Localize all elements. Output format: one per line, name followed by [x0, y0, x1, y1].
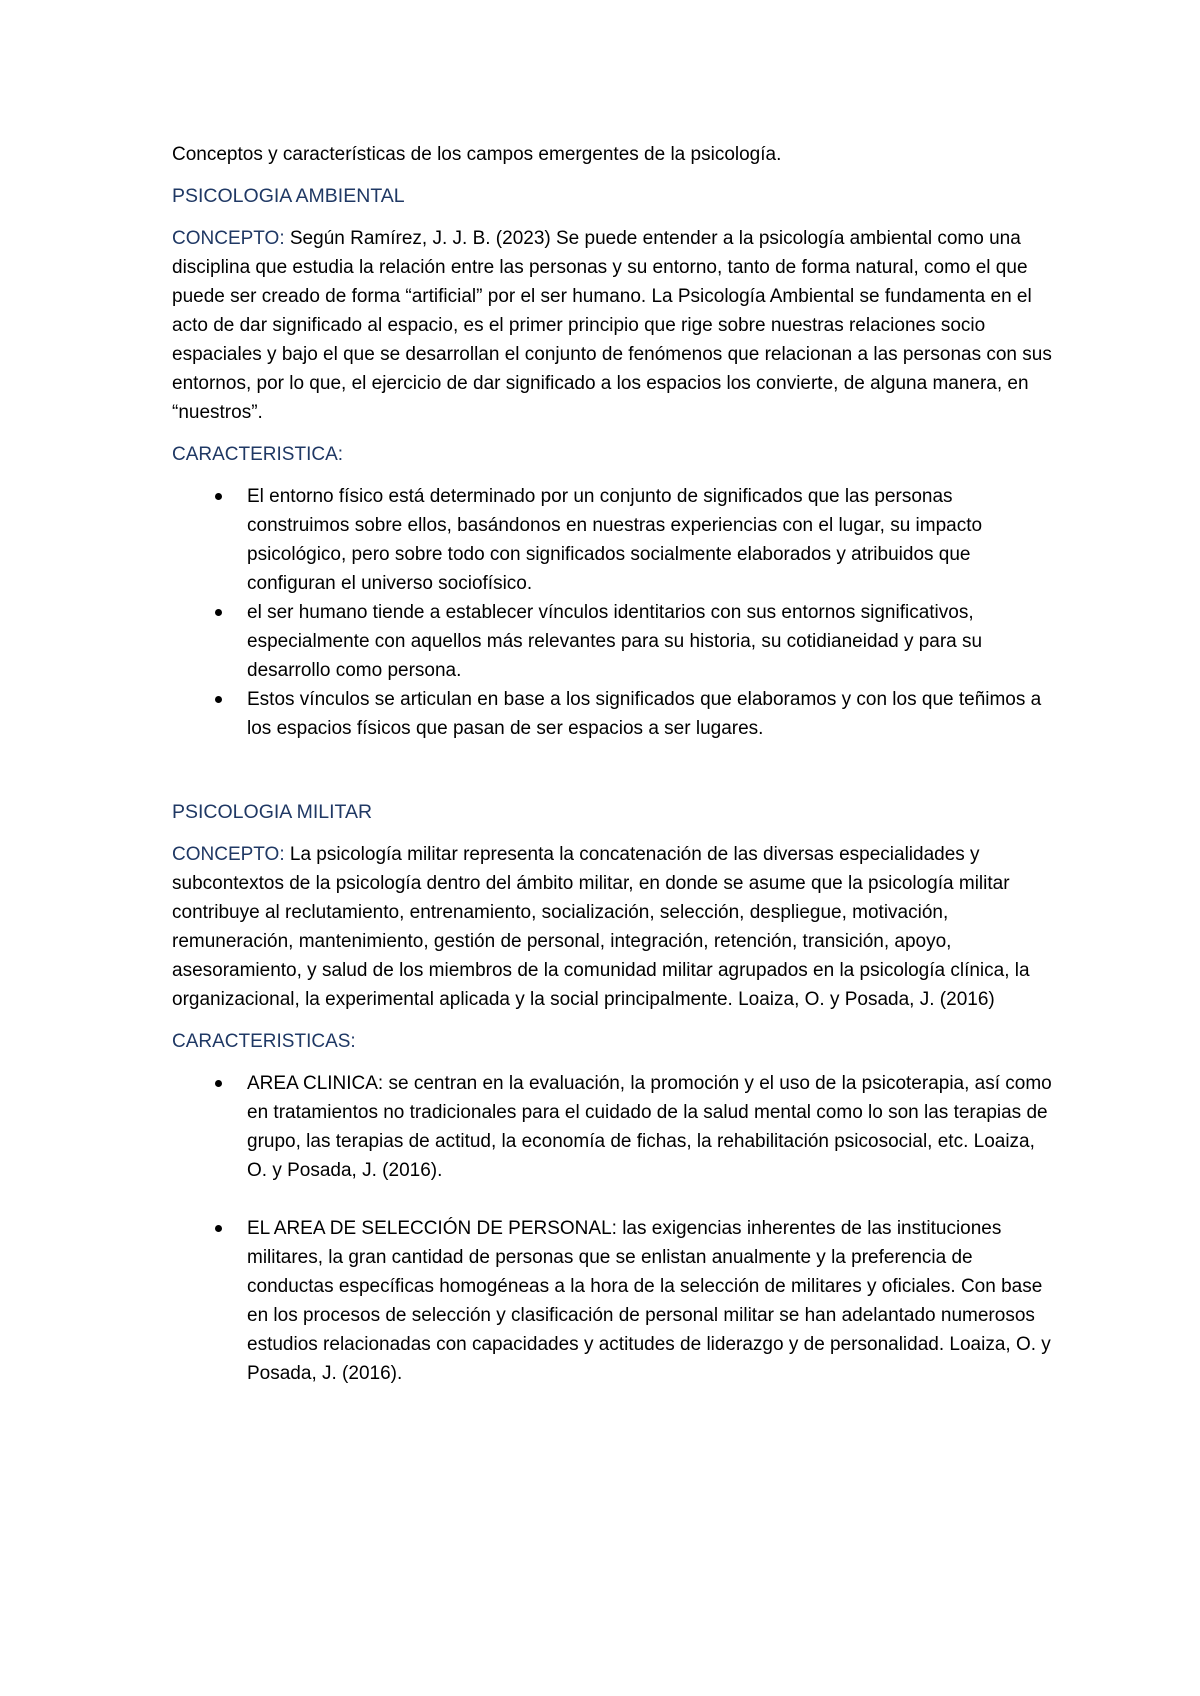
- bullet-list-ambiental: [172, 482, 1052, 743]
- concept-paragraph-ambiental: [172, 224, 1052, 427]
- concept-text: La psicología militar representa la concatenación de las diversas especialidades y subcontextos de la psicología dentro del ámbito militar, en donde se asume que la psicología militar contribuye al reclutamiento, entrenamiento, socialización, selección, despliegue, motivación, remuneración, mantenimiento, gestión de personal, integración, retención, transición, apoyo, asesoramiento, y salud de los miembros de la comunidad militar agrupados en la psicología clínica, la organizacional, la experimental aplicada y la social principalmente. Loaiza, O. y Posada, J. (2016): [172, 844, 1030, 1010]
- list-item: [172, 482, 1052, 598]
- characteristic-label-ambiental: CARACTERISTICA:: [172, 444, 344, 465]
- list-item: [172, 598, 1052, 685]
- bullet-icon: [215, 1225, 222, 1232]
- list-item: [172, 685, 1052, 743]
- concept-paragraph-militar: [172, 840, 1052, 1014]
- document-page: [172, 140, 1052, 1401]
- list-item-text: EL AREA DE SELECCIÓN DE PERSONAL: las exigencias inherentes de las instituciones militares, la gran cantidad de personas que se enlistan anualmente y la preferencia de conductas específicas homogéneas a la hora de la selección de militares y oficiales. Con base en los procesos de selección y clasificación de personal militar se han adelantado numerosos estudios relacionadas con capacidades y actitudes de liderazgo y de personalidad. Loaiza, O. y Posada, J. (2016).: [247, 1218, 1051, 1384]
- section-title-ambiental: PSICOLOGIA AMBIENTAL: [172, 185, 405, 207]
- list-item: [172, 1069, 1052, 1185]
- section-psicologia-militar: [172, 798, 1052, 1388]
- concept-text: Según Ramírez, J. J. B. (2023) Se puede entender a la psicología ambiental como una disciplina que estudia la relación entre las personas y su entorno, tanto de forma natural, como el que puede ser creado de forma “artificial” por el ser humano. La Psicología Ambiental se fundamenta en el acto de dar significado al espacio, es el primer principio que rige sobre nuestras relaciones socio espaciales y bajo el que se desarrollan el conjunto de fenómenos que relacionan a las personas con sus entornos, por lo que, el ejercicio de dar significado a los espacios los convierte, de alguna manera, en “nuestros”.: [172, 228, 1052, 423]
- bullet-icon: [215, 1080, 222, 1087]
- characteristic-label-militar: CARACTERISTICAS:: [172, 1031, 356, 1052]
- section-title-militar: PSICOLOGIA MILITAR: [172, 801, 373, 823]
- list-item-text: AREA CLINICA: se centran en la evaluación, la promoción y el uso de la psicoterapia, así como en tratamientos no tradicionales para el cuidado de la salud mental como lo son las terapias de grupo, las terapias de actitud, la economía de fichas, la rehabilitación psicosocial, etc. Loaiza, O. y Posada, J. (2016).: [247, 1073, 1052, 1181]
- bullet-icon: [215, 609, 222, 616]
- section-psicologia-ambiental: [172, 182, 1052, 743]
- bullet-icon: [215, 493, 222, 500]
- bullet-list-militar: [172, 1069, 1052, 1388]
- section-spacer: [172, 756, 1052, 798]
- list-item-text: Estos vínculos se articulan en base a los significados que elaboramos y con los que teñimos a los espacios físicos que pasan de ser espacios a ser lugares.: [247, 689, 1042, 739]
- concept-label: CONCEPTO:: [172, 228, 285, 249]
- list-item-text: el ser humano tiende a establecer vínculos identitarios con sus entornos significativos, especialmente con aquellos más relevantes para su historia, su cotidianeidad y para su desarrollo como persona.: [247, 602, 983, 681]
- list-item: [172, 1214, 1052, 1388]
- concept-label: CONCEPTO:: [172, 844, 285, 865]
- list-item-text: El entorno físico está determinado por un conjunto de significados que las personas construimos sobre ellos, basándonos en nuestras experiencias con el lugar, su impacto psicológico, pero sobre todo con significados socialmente elaborados y atribuidos que configuran el universo sociofísico.: [247, 486, 983, 594]
- bullet-icon: [215, 696, 222, 703]
- intro-line: Conceptos y características de los campos emergentes de la psicología.: [172, 144, 782, 165]
